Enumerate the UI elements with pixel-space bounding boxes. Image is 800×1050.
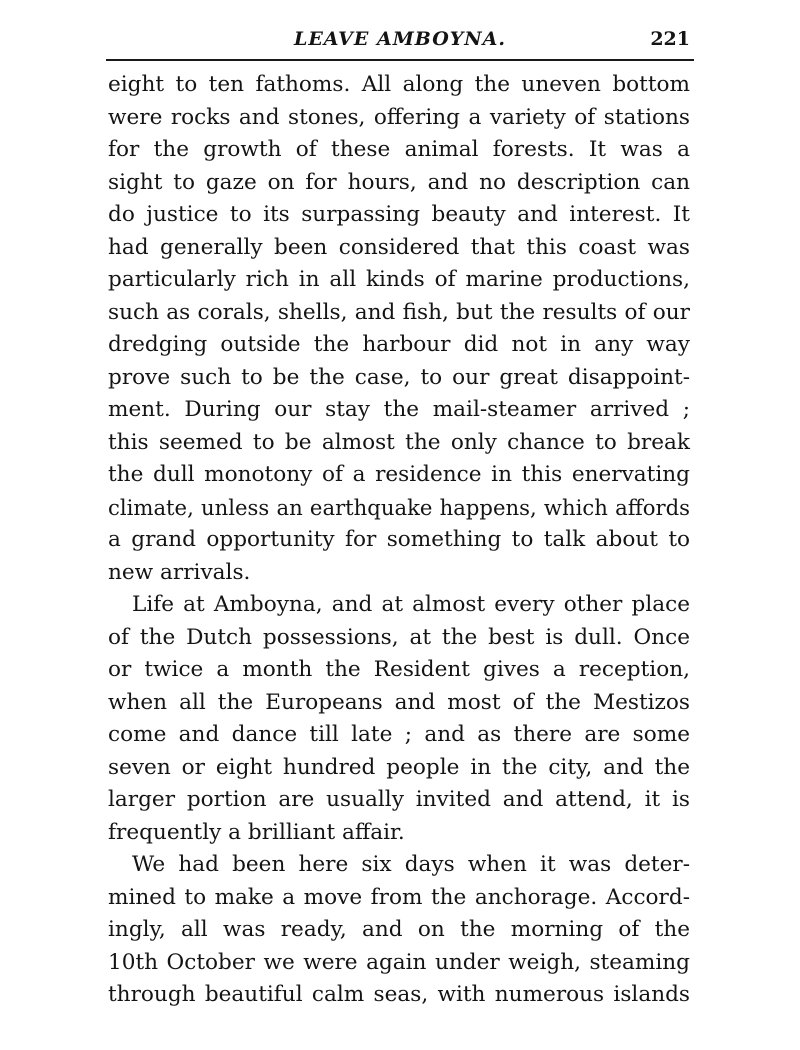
text-line: Life at Amboyna, and at almost every other place (132, 592, 690, 617)
text-line: a grand opportunity for something to talk about to (108, 527, 690, 552)
text-line: through beautiful calm seas, with numerous islands (108, 982, 690, 1007)
text-line: frequently a brilliant affair. (108, 819, 405, 845)
text-line: prove such to be the case, to our great disappoint- (108, 364, 690, 390)
header-rule (106, 59, 694, 61)
text-line: do justice to its surpassing beauty and interest. It (108, 202, 690, 227)
text-line: climate, unless an earthquake happens, which affords (108, 494, 690, 520)
paragraph-3 (108, 849, 690, 1012)
text-line: come and dance till late ; and as there are some (108, 722, 690, 747)
running-head (110, 22, 690, 56)
paragraph-2 (108, 589, 690, 849)
text-line: were rocks and stones, offering a variety of stations (108, 104, 690, 130)
text-line: had generally been considered that this coast was (108, 234, 690, 260)
text-line: particularly rich in all kinds of marine productions, (108, 267, 690, 292)
text-line: for the growth of these animal forests. It was a (108, 137, 690, 162)
text-line: mined to make a move from the anchorage. Accord- (108, 884, 690, 910)
paragraph-1 (108, 69, 690, 589)
running-title: LEAVE AMBOYNA. (293, 28, 507, 50)
text-line: or twice a month the Resident gives a reception, (108, 657, 690, 682)
text-line: eight to ten fathoms. All along the uneven bottom (108, 72, 690, 97)
text-line: 10th October we were again under weigh, steaming (108, 949, 690, 975)
text-line: when all the Europeans and most of the Mestizos (108, 689, 690, 715)
text-line: the dull monotony of a residence in this enervating (108, 462, 690, 487)
text-line: such as corals, shells, and fish, but the results of our (108, 299, 690, 325)
text-line: ingly, all was ready, and on the morning of the (108, 917, 690, 942)
text-line: larger portion are usually invited and attend, it is (108, 787, 690, 812)
text-line: this seemed to be almost the only chance to break (108, 429, 690, 455)
page-number: 221 (650, 28, 690, 50)
text-line: new arrivals. (108, 559, 251, 585)
text-line: of the Dutch possessions, at the best is dull. Once (108, 624, 690, 650)
text-line: seven or eight hundred people in the city, and the (108, 754, 690, 780)
body-text (108, 69, 690, 1012)
text-line: We had been here six days when it was deter- (132, 852, 690, 877)
text-line: ment. During our stay the mail-steamer arrived ; (108, 397, 690, 422)
text-line: dredging outside the harbour did not in any way (108, 332, 690, 357)
text-line: sight to gaze on for hours, and no description can (108, 169, 690, 195)
